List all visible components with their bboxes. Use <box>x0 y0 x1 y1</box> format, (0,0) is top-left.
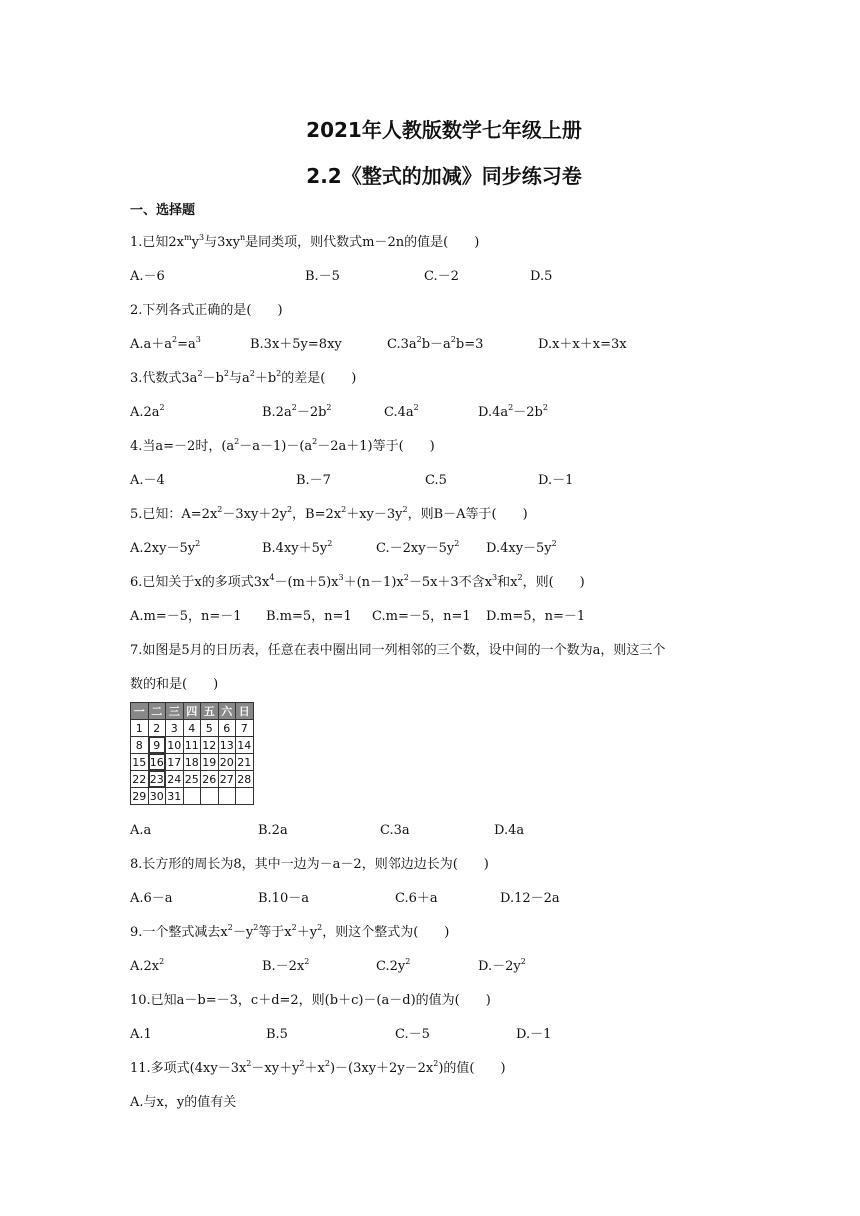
question-11: 11.多项式$(4xy-3x^2-xy+y^2+x^2)-(3xy+2y-2x^2)$的值( ) <box>130 1059 506 1076</box>
option-a[interactable]: A.m=－5，n=－1 <box>130 609 242 624</box>
option-a[interactable]: A.－4 <box>130 473 165 488</box>
calendar-day: 7 <box>236 720 254 737</box>
calendar-day <box>236 788 254 805</box>
option-c[interactable]: C.6＋a <box>395 891 438 906</box>
calendar-day: 30 <box>149 789 164 803</box>
calendar-weekday: 四 <box>183 703 201 720</box>
option-a[interactable]: A.a <box>130 823 152 838</box>
calendar-day: 17 <box>167 755 182 769</box>
calendar-day: 5 <box>201 720 219 737</box>
option-b[interactable]: B.－7 <box>296 473 331 488</box>
calendar-day: 29 <box>132 789 147 803</box>
question-7-line-2: 数的和是( ) <box>130 677 219 692</box>
calendar-week-row <box>131 720 254 737</box>
option-c[interactable]: $C.-2xy-5y^2$ <box>376 539 460 556</box>
calendar-weekday: 一 <box>131 703 149 720</box>
question-10: 10.已知a－b=－3，c＋d=2，则(b＋c)－(a－d)的值为( ) <box>130 993 491 1008</box>
calendar-day <box>201 788 219 805</box>
calendar-day: 16 <box>149 755 164 769</box>
calendar-day: 12 <box>202 738 217 752</box>
option-b[interactable]: B.3x＋5y=8xy <box>250 337 342 352</box>
question-1: 1.已知$2x^my^3$与$3xy^n$是同类项，则代数式m－2n的值是( ) <box>130 233 480 250</box>
option-d[interactable]: D.4a <box>494 823 525 838</box>
calendar-day: 31 <box>167 789 182 803</box>
calendar-day <box>183 788 201 805</box>
option-b[interactable]: B.2a <box>258 823 288 838</box>
option-a[interactable]: $A.2xy-5y^2$ <box>130 539 201 556</box>
calendar-day: 2 <box>148 720 166 737</box>
calendar-weekday: 六 <box>218 703 236 720</box>
calendar-weekday: 五 <box>201 703 219 720</box>
option-b[interactable]: B.m=5，n=1 <box>266 609 352 624</box>
option-d[interactable]: D.－1 <box>516 1027 552 1042</box>
calendar-day: 6 <box>218 720 236 737</box>
question-4: 4.当a=－2时，$(a^2-a-1)-(a^2-2a+1)$等于( ) <box>130 437 435 454</box>
option-c[interactable]: C.－2 <box>424 269 459 284</box>
question-9: 9.一个整式减去$x^2-y^2$等于$x^2+y^2$，则这个整式为( ) <box>130 923 450 940</box>
calendar-weekday: 日 <box>236 703 254 720</box>
calendar-day: 25 <box>184 772 199 786</box>
question-7-line-1: 7.如图是5月的日历表，任意在表中圈出同一列相邻的三个数，设中间的一个数为a，则这三个 <box>130 643 666 658</box>
calendar-day: 4 <box>183 720 201 737</box>
option-b[interactable]: $B.4xy+5y^2$ <box>262 539 333 556</box>
option-b[interactable]: B.5 <box>266 1027 288 1042</box>
calendar-day: 15 <box>132 755 147 769</box>
option-d[interactable]: D.12－2a <box>500 891 560 906</box>
calendar-weekday: 三 <box>166 703 184 720</box>
calendar-week-row <box>131 737 254 754</box>
calendar-day: 10 <box>167 738 182 752</box>
calendar-header-row <box>131 703 254 720</box>
calendar-day: 26 <box>202 772 217 786</box>
calendar-week-row <box>131 788 254 805</box>
question-3: 3.代数式$3a^2-b^2$与$a^2+b^2$的差是( ) <box>130 369 357 386</box>
section-heading: 一、选择题 <box>130 203 196 218</box>
option-b[interactable]: B.－5 <box>305 269 340 284</box>
option-c[interactable]: $C.2y^2$ <box>376 957 411 974</box>
option-d[interactable]: D.－1 <box>538 473 574 488</box>
calendar-weekday: 二 <box>148 703 166 720</box>
option-c[interactable]: C.3a <box>380 823 410 838</box>
calendar-day: 24 <box>167 772 182 786</box>
question-2: 2.下列各式正确的是( ) <box>130 303 283 318</box>
question-11-option-a[interactable]: A.与x，y的值有关 <box>130 1095 237 1110</box>
option-d[interactable]: $D.4xy-5y^2$ <box>486 539 557 556</box>
calendar-day: 21 <box>237 755 252 769</box>
calendar-day: 28 <box>237 772 252 786</box>
option-a[interactable]: $A.a+a^2=a^3$ <box>130 335 201 352</box>
option-d[interactable]: D.x＋x＋x=3x <box>538 337 627 352</box>
option-d[interactable]: D.5 <box>530 269 553 284</box>
option-d[interactable]: $D.4a^2-2b^2$ <box>478 403 548 420</box>
option-a[interactable]: A.6－a <box>130 891 173 906</box>
calendar-day: 18 <box>184 755 199 769</box>
option-b[interactable]: B.10－a <box>258 891 309 906</box>
calendar-day: 19 <box>202 755 217 769</box>
option-a[interactable]: $A.2a^2$ <box>130 403 165 420</box>
option-c[interactable]: C.5 <box>425 473 447 488</box>
calendar-day: 20 <box>219 755 234 769</box>
option-a[interactable]: A.1 <box>130 1027 152 1042</box>
calendar-day <box>218 788 236 805</box>
option-c[interactable]: $C.4a^2$ <box>384 403 419 420</box>
option-b[interactable]: $B.2a^2-2b^2$ <box>262 403 332 420</box>
calendar-day: 3 <box>166 720 184 737</box>
question-6: 6.已知关于x的多项式$3x^4-(m+5)x^3+(n-1)x^2-5x+3$不含$x^3$和$x^2$，则( ) <box>130 573 585 590</box>
calendar-week-row <box>131 754 254 771</box>
page-title: 2021年人教版数学七年级上册 <box>306 118 582 142</box>
calendar-week-row <box>131 771 254 788</box>
option-c[interactable]: $C.3a^2b-a^2b=3$ <box>387 335 484 352</box>
calendar-day: 11 <box>184 738 199 752</box>
option-b[interactable]: $B.-2x^2$ <box>262 957 310 974</box>
calendar-day: 14 <box>237 738 252 752</box>
option-c[interactable]: C.m=－5，n=1 <box>372 609 471 624</box>
calendar-day: 22 <box>132 772 147 786</box>
calendar-day: 8 <box>131 737 149 754</box>
calendar-day: 13 <box>219 738 234 752</box>
calendar-day: 27 <box>219 772 234 786</box>
calendar-table <box>130 702 254 805</box>
option-a[interactable]: $A.2x^2$ <box>130 957 165 974</box>
question-8: 8.长方形的周长为8，其中一边为－a－2，则邻边边长为( ) <box>130 857 489 872</box>
option-c[interactable]: C.－5 <box>395 1027 430 1042</box>
option-d[interactable]: $D.-2y^2$ <box>478 957 526 974</box>
option-a[interactable]: A.－6 <box>130 269 165 284</box>
calendar-day: 23 <box>149 772 164 786</box>
option-d[interactable]: D.m=5，n=－1 <box>486 609 586 624</box>
question-5: 5.已知：$A=2x^2-3xy+2y^2$，$B=2x^2+xy-3y^2$，则B－A等于( ) <box>130 505 528 522</box>
calendar-day: 9 <box>148 737 166 754</box>
page-subtitle: 2.2《整式的加减》同步练习卷 <box>306 164 582 188</box>
calendar-day: 1 <box>131 720 149 737</box>
